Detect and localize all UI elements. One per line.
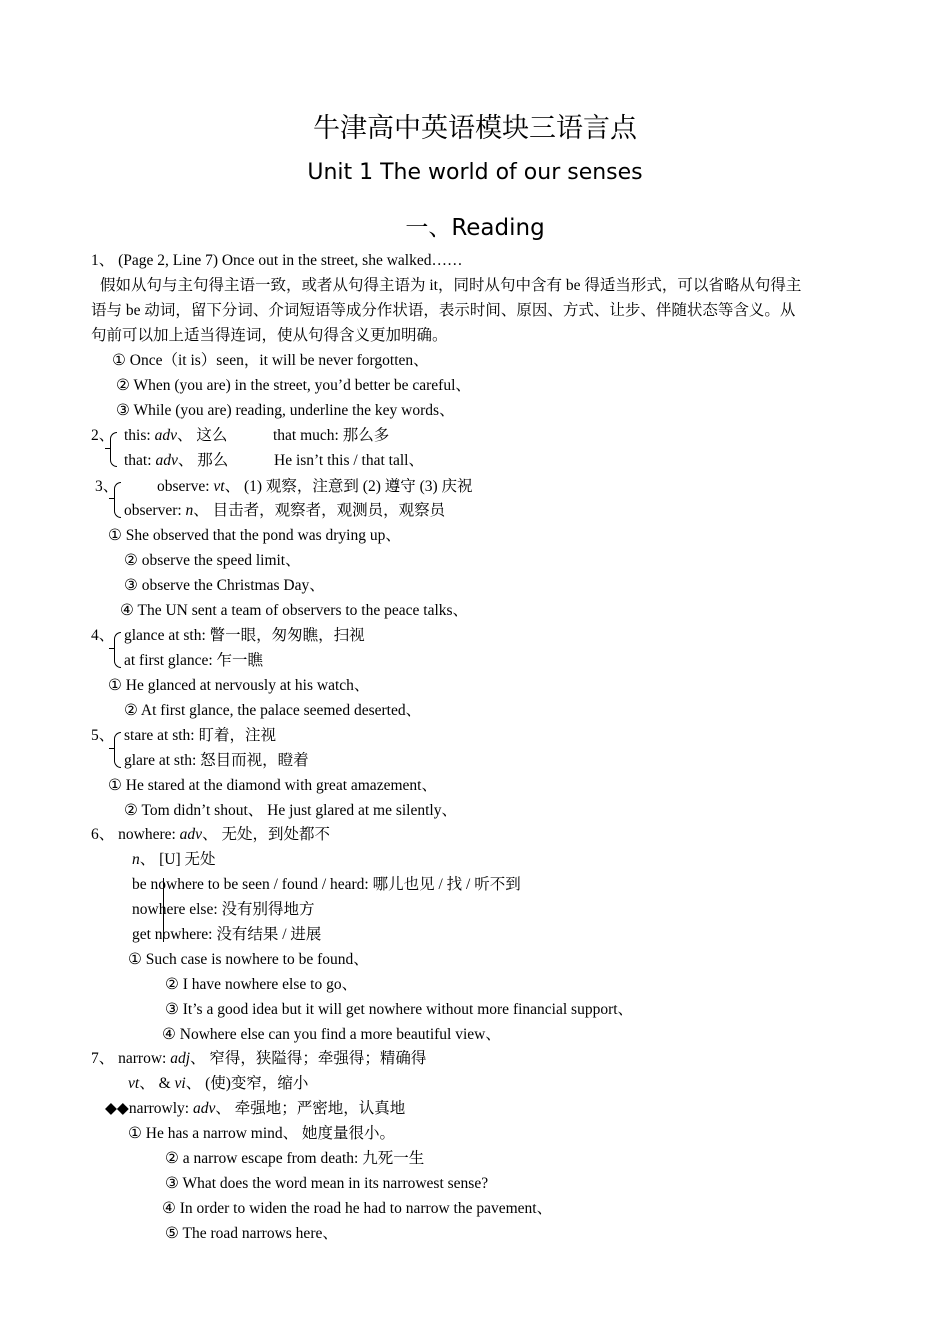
item-1-heading: 1、 (Page 2, Line 7) Once out in the street, she walked……: [91, 252, 463, 269]
item-3-line-observe: observe: vt、 (1) 观察，注意到 (2) 遵守 (3) 庆祝: [157, 478, 473, 495]
item-6-phrase-2: nowhere else: 没有别得地方: [132, 901, 315, 918]
document-title: 牛津高中英语模块三语言点: [313, 113, 637, 144]
item-1-paragraph-line-2: 语与 be 动词，留下分词、介词短语等成分作状语，表示时间、原因、方式、让步、伴随状态等含义。从: [91, 302, 796, 319]
item-3-example-2: ② observe the speed limit、: [124, 552, 301, 569]
item-6-noun-line: n、 [U] 无处: [132, 851, 216, 868]
item-5-example-2: ② Tom didn’t shout、 He just glared at me silently、: [124, 802, 457, 819]
item-4-number: 4、: [91, 627, 115, 644]
item-6-example-3: ③ It’s a good idea but it will get nowhere without more financial support、: [165, 1001, 634, 1018]
item-6-heading: 6、 nowhere: adv、 无处，到处都不: [91, 826, 330, 843]
item-3-line-observer: observer: n、 目击者，观察者，观测员，观察员: [124, 502, 446, 519]
item-4-example-2: ② At first glance, the palace seemed deserted、: [124, 702, 422, 719]
item-1-paragraph-line-3: 句前可以加上适当得连词，使从句得含义更加明确。: [91, 327, 448, 344]
item-2-number: 2、: [91, 427, 115, 444]
item-4-line-glance: glance at sth: 瞥一眼，匆匆瞧，扫视: [124, 627, 365, 644]
item-2-brace: [110, 432, 117, 467]
item-6-example-4: ④ Nowhere else can you find a more beautiful view、: [162, 1026, 501, 1043]
item-7-example-4: ④ In order to widen the road he had to narrow the pavement、: [162, 1200, 553, 1217]
unit-heading: Unit 1 The world of our senses: [307, 160, 643, 185]
item-1-paragraph-line-1: 假如从句与主句得主语一致，或者从句得主语为 it，同时从句中含有 be 得适当形式，可以省略从句得主: [100, 277, 802, 294]
item-1-example-1: ① Once（it is）seen，it will be never forgotten、: [112, 352, 429, 369]
item-7-example-2: ② a narrow escape from death: 九死一生: [165, 1150, 425, 1167]
item-5-example-1: ① He stared at the diamond with great amazement、: [108, 777, 437, 794]
item-1-example-3: ③ While (you are) reading, underline the key words、: [116, 402, 455, 419]
item-4-line-first-glance: at first glance: 乍一瞧: [124, 652, 264, 669]
item-2-line-this: this: adv、 这么: [124, 427, 228, 444]
item-3-brace: [114, 482, 121, 518]
item-7-heading: 7、 narrow: adj、 窄得，狭隘得；牵强得；精确得: [91, 1050, 427, 1067]
item-6-phrase-3: get nowhere: 没有结果 / 进展: [132, 926, 322, 943]
item-2-line-that: that: adv、 那么: [124, 452, 229, 469]
item-6-example-2: ② I have nowhere else to go、: [165, 976, 358, 993]
item-2-example-that: He isn’t this / that tall、: [274, 452, 424, 469]
item-3-example-4: ④ The UN sent a team of observers to the peace talks、: [120, 602, 469, 619]
item-6-phrase-1: be nowhere to be seen / found / heard: 哪儿也见 / 找 / 听不到: [132, 876, 521, 893]
item-7-example-5: ⑤ The road narrows here、: [165, 1225, 338, 1242]
item-7-example-1: ① He has a narrow mind、 她度量很小。: [128, 1125, 396, 1142]
item-6-example-1: ① Such case is nowhere to be found、: [128, 951, 369, 968]
item-5-line-stare: stare at sth: 盯着，注视: [124, 727, 276, 744]
item-5-number: 5、: [91, 727, 115, 744]
item-4-example-1: ① He glanced at nervously at his watch、: [108, 677, 370, 694]
item-3-example-1: ① She observed that the pond was drying up、: [108, 527, 401, 544]
item-7-derivative-line: ◆◆narrowly: adv、 牵强地；严密地，认真地: [105, 1100, 406, 1117]
item-7-example-3: ③ What does the word mean in its narrowest sense?: [165, 1175, 489, 1192]
item-3-number: 3、: [95, 478, 119, 495]
item-4-brace: [114, 632, 121, 668]
item-5-brace: [114, 732, 121, 768]
item-7-verb-line: vt、 & vi、 (使)变窄，缩小: [128, 1075, 309, 1092]
item-5-line-glare: glare at sth: 怒目而视，瞪着: [124, 752, 309, 769]
item-2-example-this: that much: 那么多: [273, 427, 390, 444]
item-1-example-2: ② When (you are) in the street, you’d better be careful、: [116, 377, 471, 394]
item-3-example-3: ③ observe the Christmas Day、: [124, 577, 325, 594]
section-heading: 一、Reading: [405, 215, 545, 241]
